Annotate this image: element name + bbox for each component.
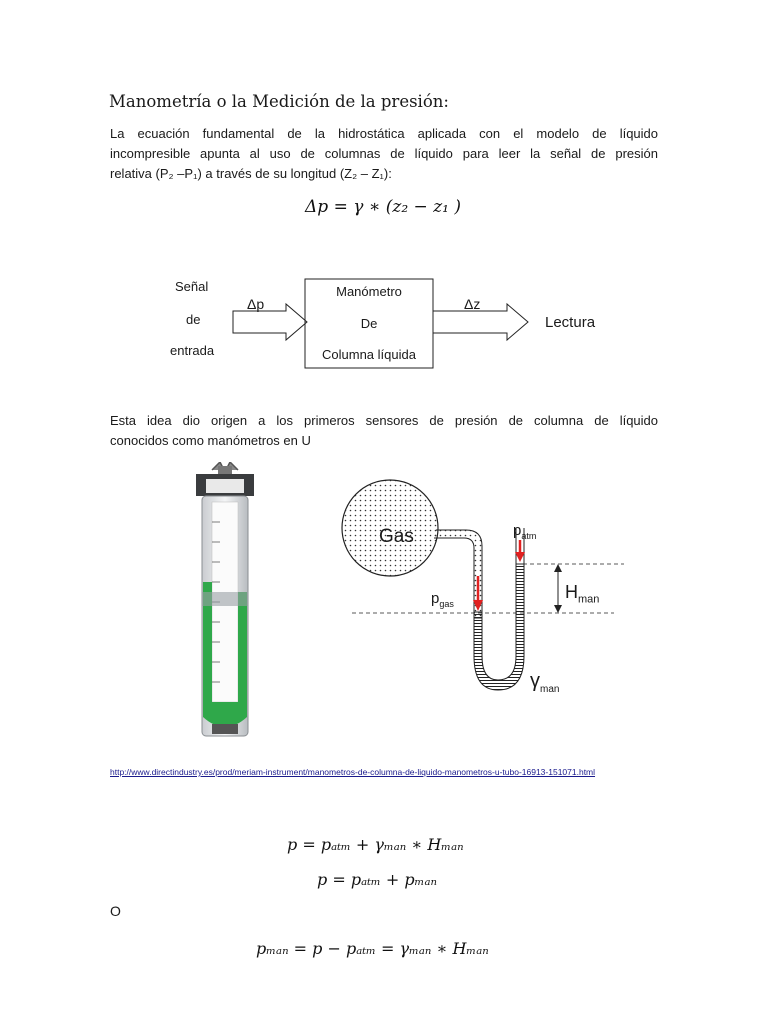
intro-line-2: incompresible apunta al uso de columnas de líquido para leer la señal de presión <box>110 146 658 161</box>
arrow-in-label: Δp <box>247 296 265 312</box>
equation-3: pₘₐₙ = p − pₐₜₘ = γₘₐₙ ∗ Hₘₐₙ <box>256 939 489 958</box>
h-man-label: $H_{man}$ <box>565 582 600 606</box>
source-link[interactable]: http://www.directindustry.es/prod/meriam-instrument/manometros-de-columna-de-liquido-manometros-u-tubo-16913-151071.html <box>110 767 596 777</box>
equation-2: p = pₐₜₘ + pₘₐₙ <box>317 870 437 889</box>
arrow-out-label: Δz <box>464 296 481 312</box>
box-line-1: Manómetro <box>336 284 402 299</box>
p-gas-label: $p_{gas}$ <box>431 590 454 609</box>
intro-line-3: relativa (P₂ –P₁) a través de su longitud (Z₂ – Z₁): <box>110 166 392 181</box>
equation-1: p = pₐₜₘ + γₘₐₙ ∗ Hₘₐₙ <box>287 835 464 854</box>
text2-paragraph <box>110 411 658 451</box>
output-label: Lectura <box>545 314 596 331</box>
gamma-label: $\gamma_{man}$ <box>530 670 560 695</box>
or-label: O <box>110 903 121 919</box>
intro-line-1: La ecuación fundamental de la hidrostática aplicada con el modelo de líquido <box>110 126 658 141</box>
box-line-3: Columna líquida <box>322 347 416 362</box>
manometer-photo <box>190 462 260 744</box>
box-line-2: De <box>360 316 378 331</box>
input-label-3: entrada <box>170 343 215 358</box>
output-arrow <box>433 304 528 340</box>
equation-main: Δp = γ ∗ (z₂ − z₁ ) <box>305 197 461 217</box>
page-title: Manometría o la Medición de la presión: <box>109 92 449 111</box>
text2-line-2: conocidos como manómetros en U <box>110 433 311 448</box>
input-label-1: Señal <box>175 279 209 294</box>
input-arrow <box>233 304 307 340</box>
text2-line-1: Esta idea dio origen a los primeros sensores de presión de columna de líquido <box>110 413 658 428</box>
input-label-2: de <box>186 312 201 327</box>
gas-label: Gas <box>379 526 414 547</box>
p-atm-label: $p_{atm}$ <box>513 522 537 541</box>
